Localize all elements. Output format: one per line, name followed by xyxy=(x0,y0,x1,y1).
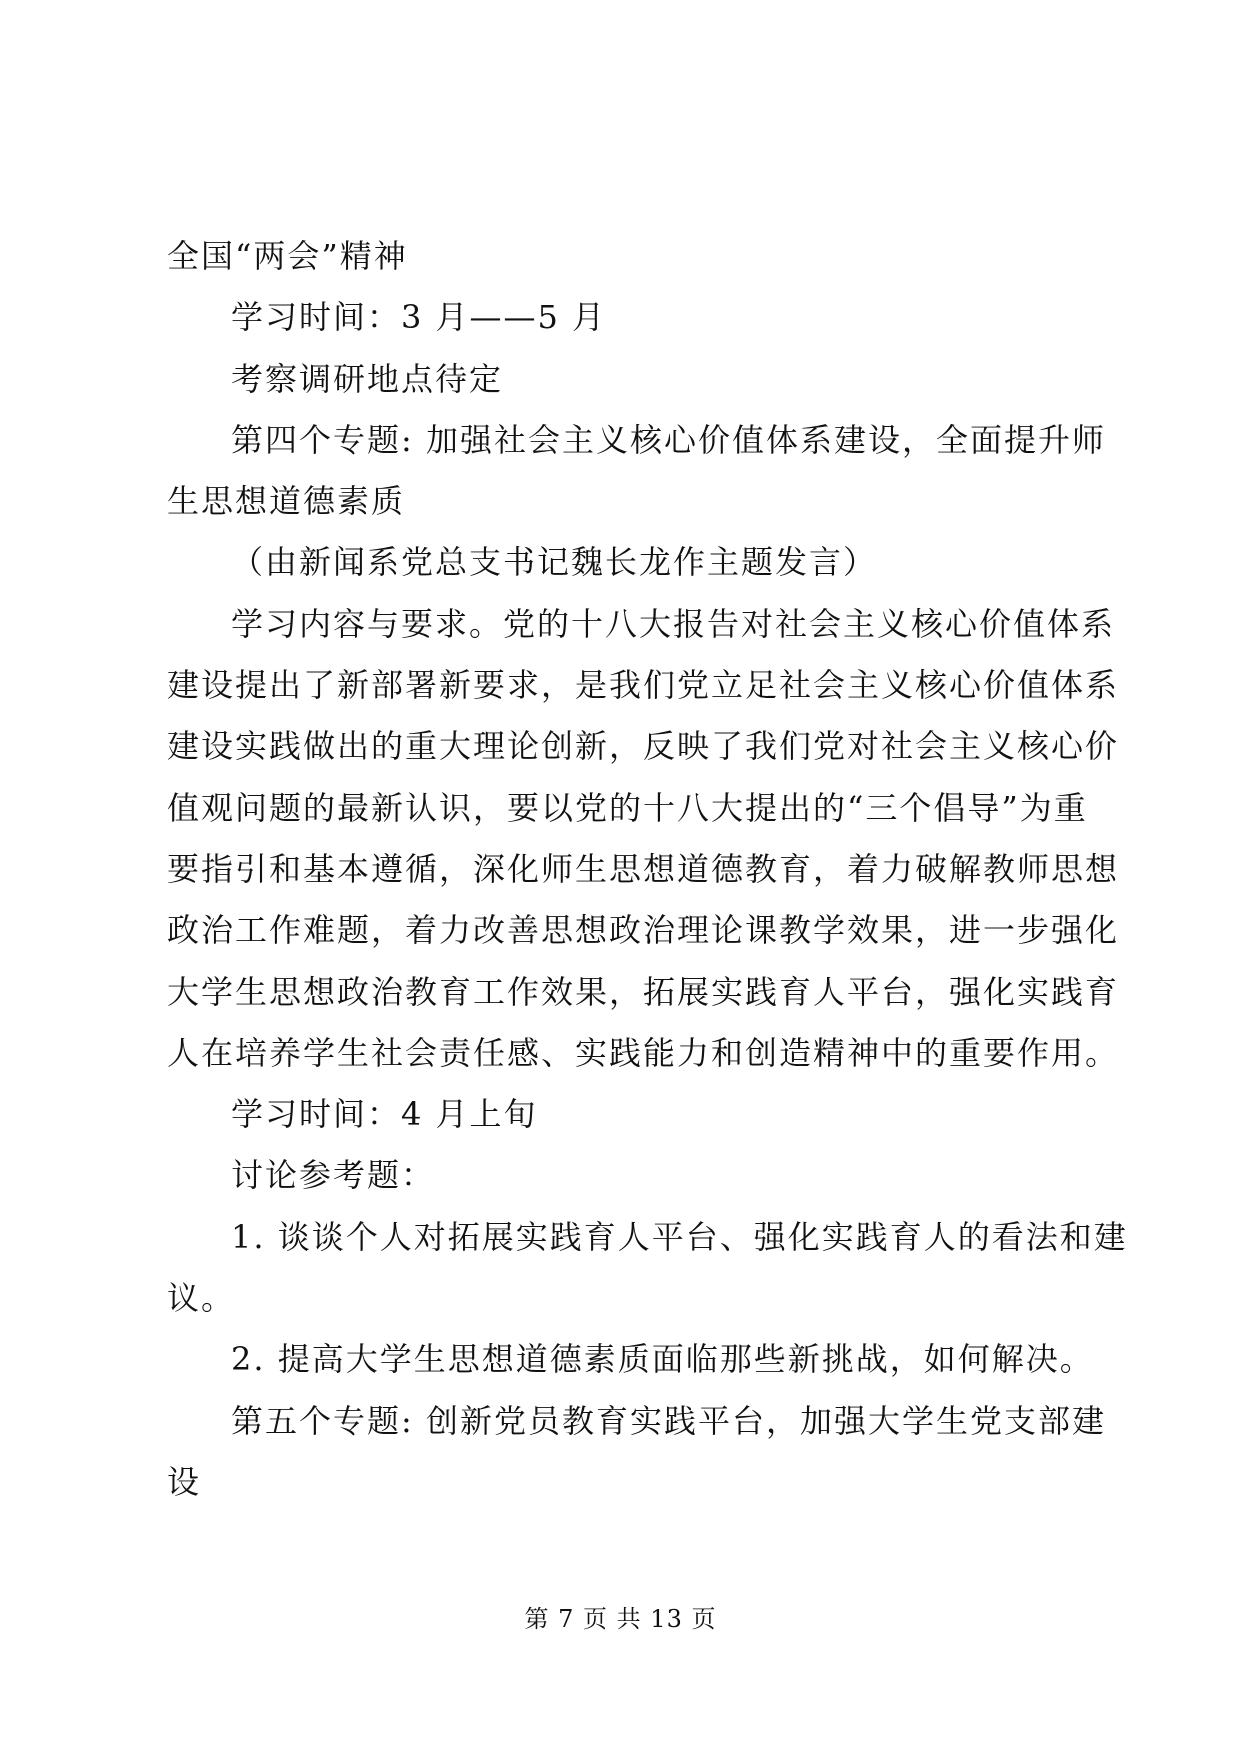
text-line: 要指引和基本遵循，深化师生思想道德教育，着力破解教师思想 xyxy=(167,849,1120,888)
text-line: 建设实践做出的重大理论创新，反映了我们党对社会主义核心价 xyxy=(167,727,1120,766)
discussion-item-1: 1. 谈谈个人对拓展实践育人平台、强化实践育人的看法和建 xyxy=(231,1217,1128,1256)
text-line: 大学生思想政治教育工作效果，拓展实践育人平台，强化实践育 xyxy=(167,972,1120,1011)
text-line: 生思想道德素质 xyxy=(167,482,406,521)
text-line: 建设提出了新部署新要求，是我们党立足社会主义核心价值体系 xyxy=(167,666,1120,705)
text-line: 议。 xyxy=(167,1279,236,1318)
section-heading-4: 第四个专题: 加强社会主义核心价值体系建设，全面提升师 xyxy=(231,420,1106,459)
text-line: 政治工作难题，着力改善思想政治理论课教学效果，进一步强化 xyxy=(167,911,1120,950)
text-line: 学习时间：3 月——5 月 xyxy=(231,298,607,337)
discussion-item-2: 2. 提高大学生思想道德素质面临那些新挑战，如何解决。 xyxy=(231,1340,1094,1379)
text-line: 学习内容与要求。党的十八大报告对社会主义核心价值体系 xyxy=(231,604,1116,643)
text-line: 值观问题的最新认识，要以党的十八大提出的“三个倡导”为重 xyxy=(167,788,1088,827)
text-line: 讨论参考题： xyxy=(231,1156,436,1195)
text-line: 设 xyxy=(167,1462,202,1501)
text-line: 学习时间：4 月上旬 xyxy=(231,1095,538,1134)
section-heading-5: 第五个专题: 创新党员教育实践平台，加强大学生党支部建 xyxy=(231,1401,1106,1440)
text-line: （由新闻系党总支书记魏长龙作主题发言） xyxy=(231,543,878,582)
text-line: 全国“两会”精神 xyxy=(167,237,408,275)
text-line: 考察调研地点待定 xyxy=(231,359,504,398)
document-body xyxy=(167,226,1128,1513)
page-number-footer: 第 7 页 共 13 页 xyxy=(524,1605,717,1633)
text-line: 人在培养学生社会责任感、实践能力和创造精神中的重要作用。 xyxy=(167,1033,1120,1072)
